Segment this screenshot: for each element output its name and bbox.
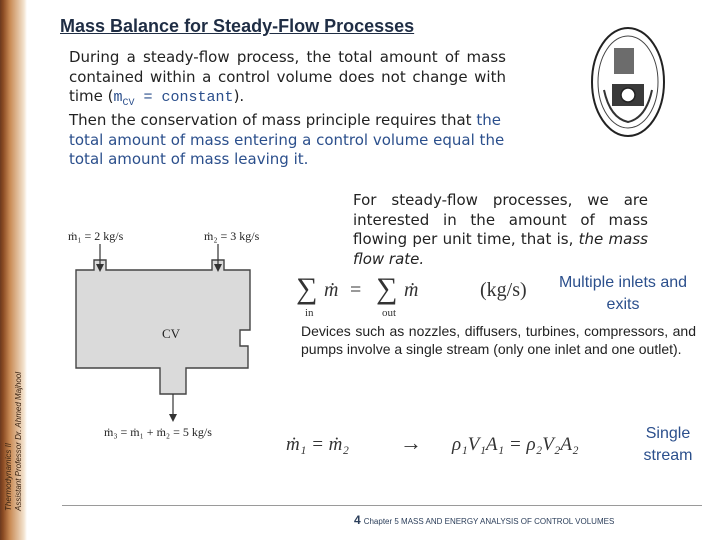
sum-symbol-in: ∑ (296, 272, 318, 305)
equation-arrow: → (400, 430, 422, 455)
mass-balance-equation (290, 264, 550, 322)
constant-text: = constant (134, 89, 234, 106)
conservation-highlight: the total amount of mass entering a control volume equal the total amount of mass leaving it. (69, 111, 505, 168)
unit-label: (kg/s) (480, 279, 527, 301)
subscript-out: out (382, 307, 397, 319)
page-number: 4 (354, 513, 361, 527)
conservation-text: Then the conservation of mass principle requires that (69, 111, 477, 129)
multiple-inlets-label: Multiple inlets and exits (558, 274, 688, 313)
mass-symbol: m (113, 89, 123, 106)
sidebar-author: Assistant Professor Dr. Ahmed Majhool (14, 371, 23, 511)
footer (354, 513, 614, 527)
slide-title: Mass Balance for Steady-Flow Processes (60, 16, 415, 36)
logo-ring (592, 28, 664, 136)
footer-divider (62, 505, 702, 506)
inlet1-label: ṁ₁ = 2 kg/s (68, 229, 124, 243)
conservation-paragraph (69, 111, 509, 170)
control-volume-diagram (60, 222, 290, 447)
subscript-in: in (305, 307, 314, 319)
sum-symbol-out: ∑ (376, 272, 398, 305)
university-logo (590, 26, 666, 138)
mdot-in: ṁ (324, 279, 339, 301)
single-stream-label: Single stream (643, 425, 693, 464)
equation-lhs: ṁ₁ = ṁ₂ (286, 434, 349, 455)
logo-book (614, 48, 634, 74)
cv-subscript: CV (122, 98, 135, 109)
steady-flow-paragraph (353, 191, 648, 269)
intro-paragraph (69, 48, 506, 114)
chapter-title: Chapter 5 MASS AND ENERGY ANALYSIS OF CONTROL VOLUMES (363, 517, 615, 526)
intro-text: During a steady-flow process, the total amount of mass contained within a control volume does not change with time ( (69, 48, 506, 105)
equals-sign: = (350, 279, 362, 301)
mdot-out: ṁ (404, 279, 419, 301)
sidebar-caption (4, 271, 24, 511)
sidebar-course: Thermodynamics II (4, 442, 13, 511)
logo-hub (621, 88, 635, 102)
devices-paragraph: Devices such as nozzles, diffusers, turbines, compressors, and pumps involve a single stream (only one inlet and one outlet). (301, 323, 696, 357)
steady-flow-text: For steady-flow processes, we are interested in the amount of mass flowing per unit time, that is, (353, 191, 648, 248)
inlet2-label: ṁ₂ = 3 kg/s (204, 229, 260, 243)
single-stream-equation (282, 424, 632, 464)
mass-flow-rate-text: the mass flow rate. (353, 230, 648, 268)
outlet-arrowhead (169, 414, 177, 422)
cv-label: CV (162, 326, 181, 341)
outlet-label: ṁ₃ = ṁ₁ + ṁ₂ = 5 kg/s (104, 425, 212, 439)
equation-rhs: ρ₁V₁A₁ = ρ₂V₂A₂ (452, 434, 579, 455)
intro-end: ). (233, 87, 245, 105)
sidebar-band (0, 0, 27, 540)
